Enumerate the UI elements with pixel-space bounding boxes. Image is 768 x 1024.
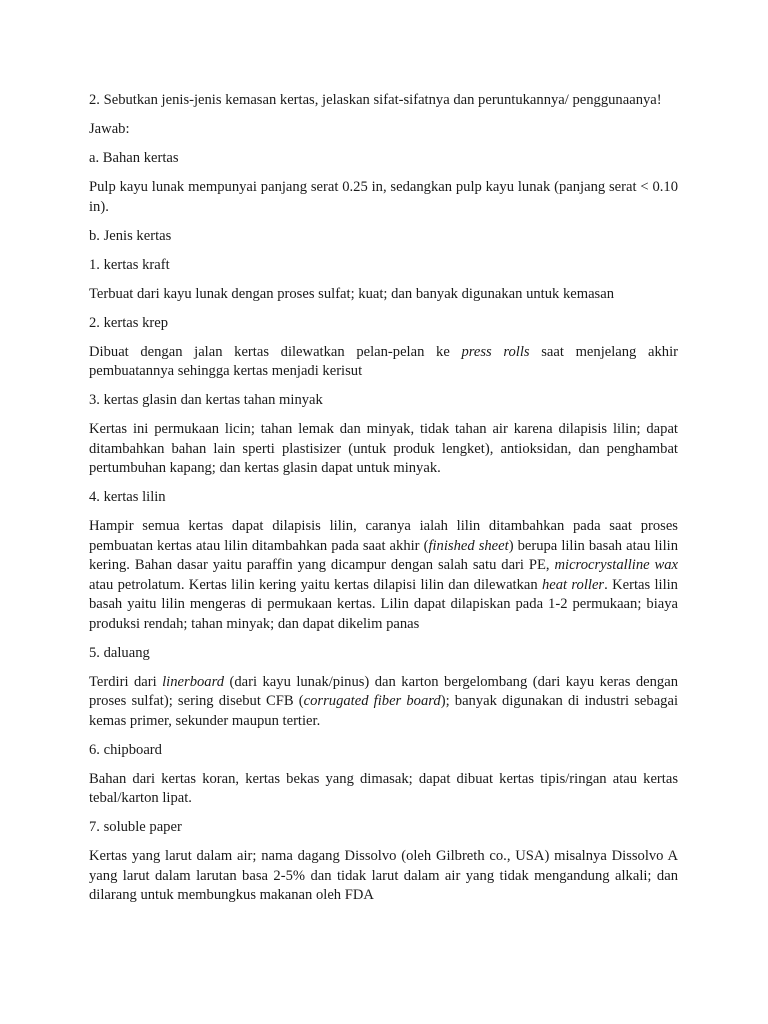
item-heading-soluble-paper: 7. soluble paper [89, 819, 182, 835]
item-body-lilin [89, 517, 678, 634]
item-heading-krep: 2. kertas krep [89, 314, 169, 331]
text-span: saat menjelang akhir pembuatannya sehingga kertas menjadi kerisut [89, 343, 678, 379]
italic-term: microcrystalline wax [554, 557, 679, 573]
section-b-heading: b. Jenis kertas [89, 227, 172, 244]
section-a-heading: a. Bahan kertas [89, 150, 179, 166]
question-text: 2. Sebutkan jenis-jenis kemasan kertas, jelaskan sifat-sifatnya dan peruntukannya/ penggunaanya! [89, 92, 662, 108]
italic-term: heat roller [541, 576, 605, 593]
item-body-kraft: Terbuat dari kayu lunak dengan proses sulfat; kuat; dan banyak digunakan untuk kemasan [89, 285, 615, 302]
text-span: . Kertas lilin basah yaitu lilin mengeras di permukaan kertas. Lilin dapat dilapiskan pada 1-2 permukaan; biaya produksi rendah; tahan minyak; dan dapat dikelim panas [89, 576, 678, 632]
italic-term: linerboard [162, 673, 225, 690]
italic-term: finished sheet [428, 537, 509, 554]
item-heading-kraft: 1. kertas kraft [89, 256, 170, 273]
item-body-glasin: Kertas ini permukaan licin; tahan lemak dan minyak, tidak tahan air karena dilapisis lilin; dapat ditambahkan bahan lain sperti plastisizer (untuk produk lengket), antioksidan, dan penghambat pertumbuhan kapang; dan kertas glasin dapat untuk minyak. [89, 421, 678, 476]
text-span: Hampir semua kertas dapat dilapisis lilin, caranya ialah lilin ditambahkan pada saat proses pembuatan kertas atau lilin ditambahkan pada saat akhir ( [89, 518, 678, 554]
item-heading-glasin: 3. kertas glasin dan kertas tahan minyak [89, 392, 323, 408]
section-a-body: Pulp kayu lunak mempunyai panjang serat 0.25 in, sedangkan pulp kayu lunak (panjang serat < 0.10 in). [89, 179, 678, 215]
text-span: Terdiri dari [89, 673, 163, 690]
item-body-daluang [89, 673, 678, 732]
text-span: (dari kayu lunak/pinus) dan karton bergelombang (dari kayu keras dengan proses sulfat); sering disebut CFB ( [89, 673, 678, 709]
item-heading-chipboard: 6. chipboard [89, 741, 162, 758]
text-span: ); banyak digunakan di industri sebagai kemas primer, sekunder maupun tertier. [89, 693, 679, 729]
italic-term: corrugated fiber board [303, 693, 441, 709]
item-body-krep [89, 343, 678, 382]
item-body-soluble-paper: Kertas yang larut dalam air; nama dagang Dissolvo (oleh Gilbreth co., USA) misalnya Dissolvo A yang larut dalam larutan basa 2-5% dan tidak larut dalam air yang tidak mengandung alkali; dan dilarang untuk membungkus makanan oleh FDA [89, 848, 678, 903]
document-page [89, 91, 678, 915]
item-body-chipboard: Bahan dari kertas koran, kertas bekas yang dimasak; dapat dibuat kertas tipis/ringan atau kertas tebal/karton lipat. [89, 770, 678, 806]
italic-term: press rolls [461, 343, 530, 360]
item-heading-lilin: 4. kertas lilin [89, 489, 166, 505]
text-span: atau petrolatum. Kertas lilin kering yaitu kertas dilapisi lilin dan dilewatkan [89, 576, 542, 593]
text-span: Dibuat dengan jalan kertas dilewatkan pelan-pelan ke [89, 343, 462, 360]
item-heading-daluang: 5. daluang [89, 644, 150, 661]
answer-label: Jawab: [89, 121, 130, 137]
text-span: ) berupa lilin basah atau lilin kering. Bahan dasar yaitu paraffin yang dicampur dengan salah satu dari PE, [89, 537, 678, 573]
